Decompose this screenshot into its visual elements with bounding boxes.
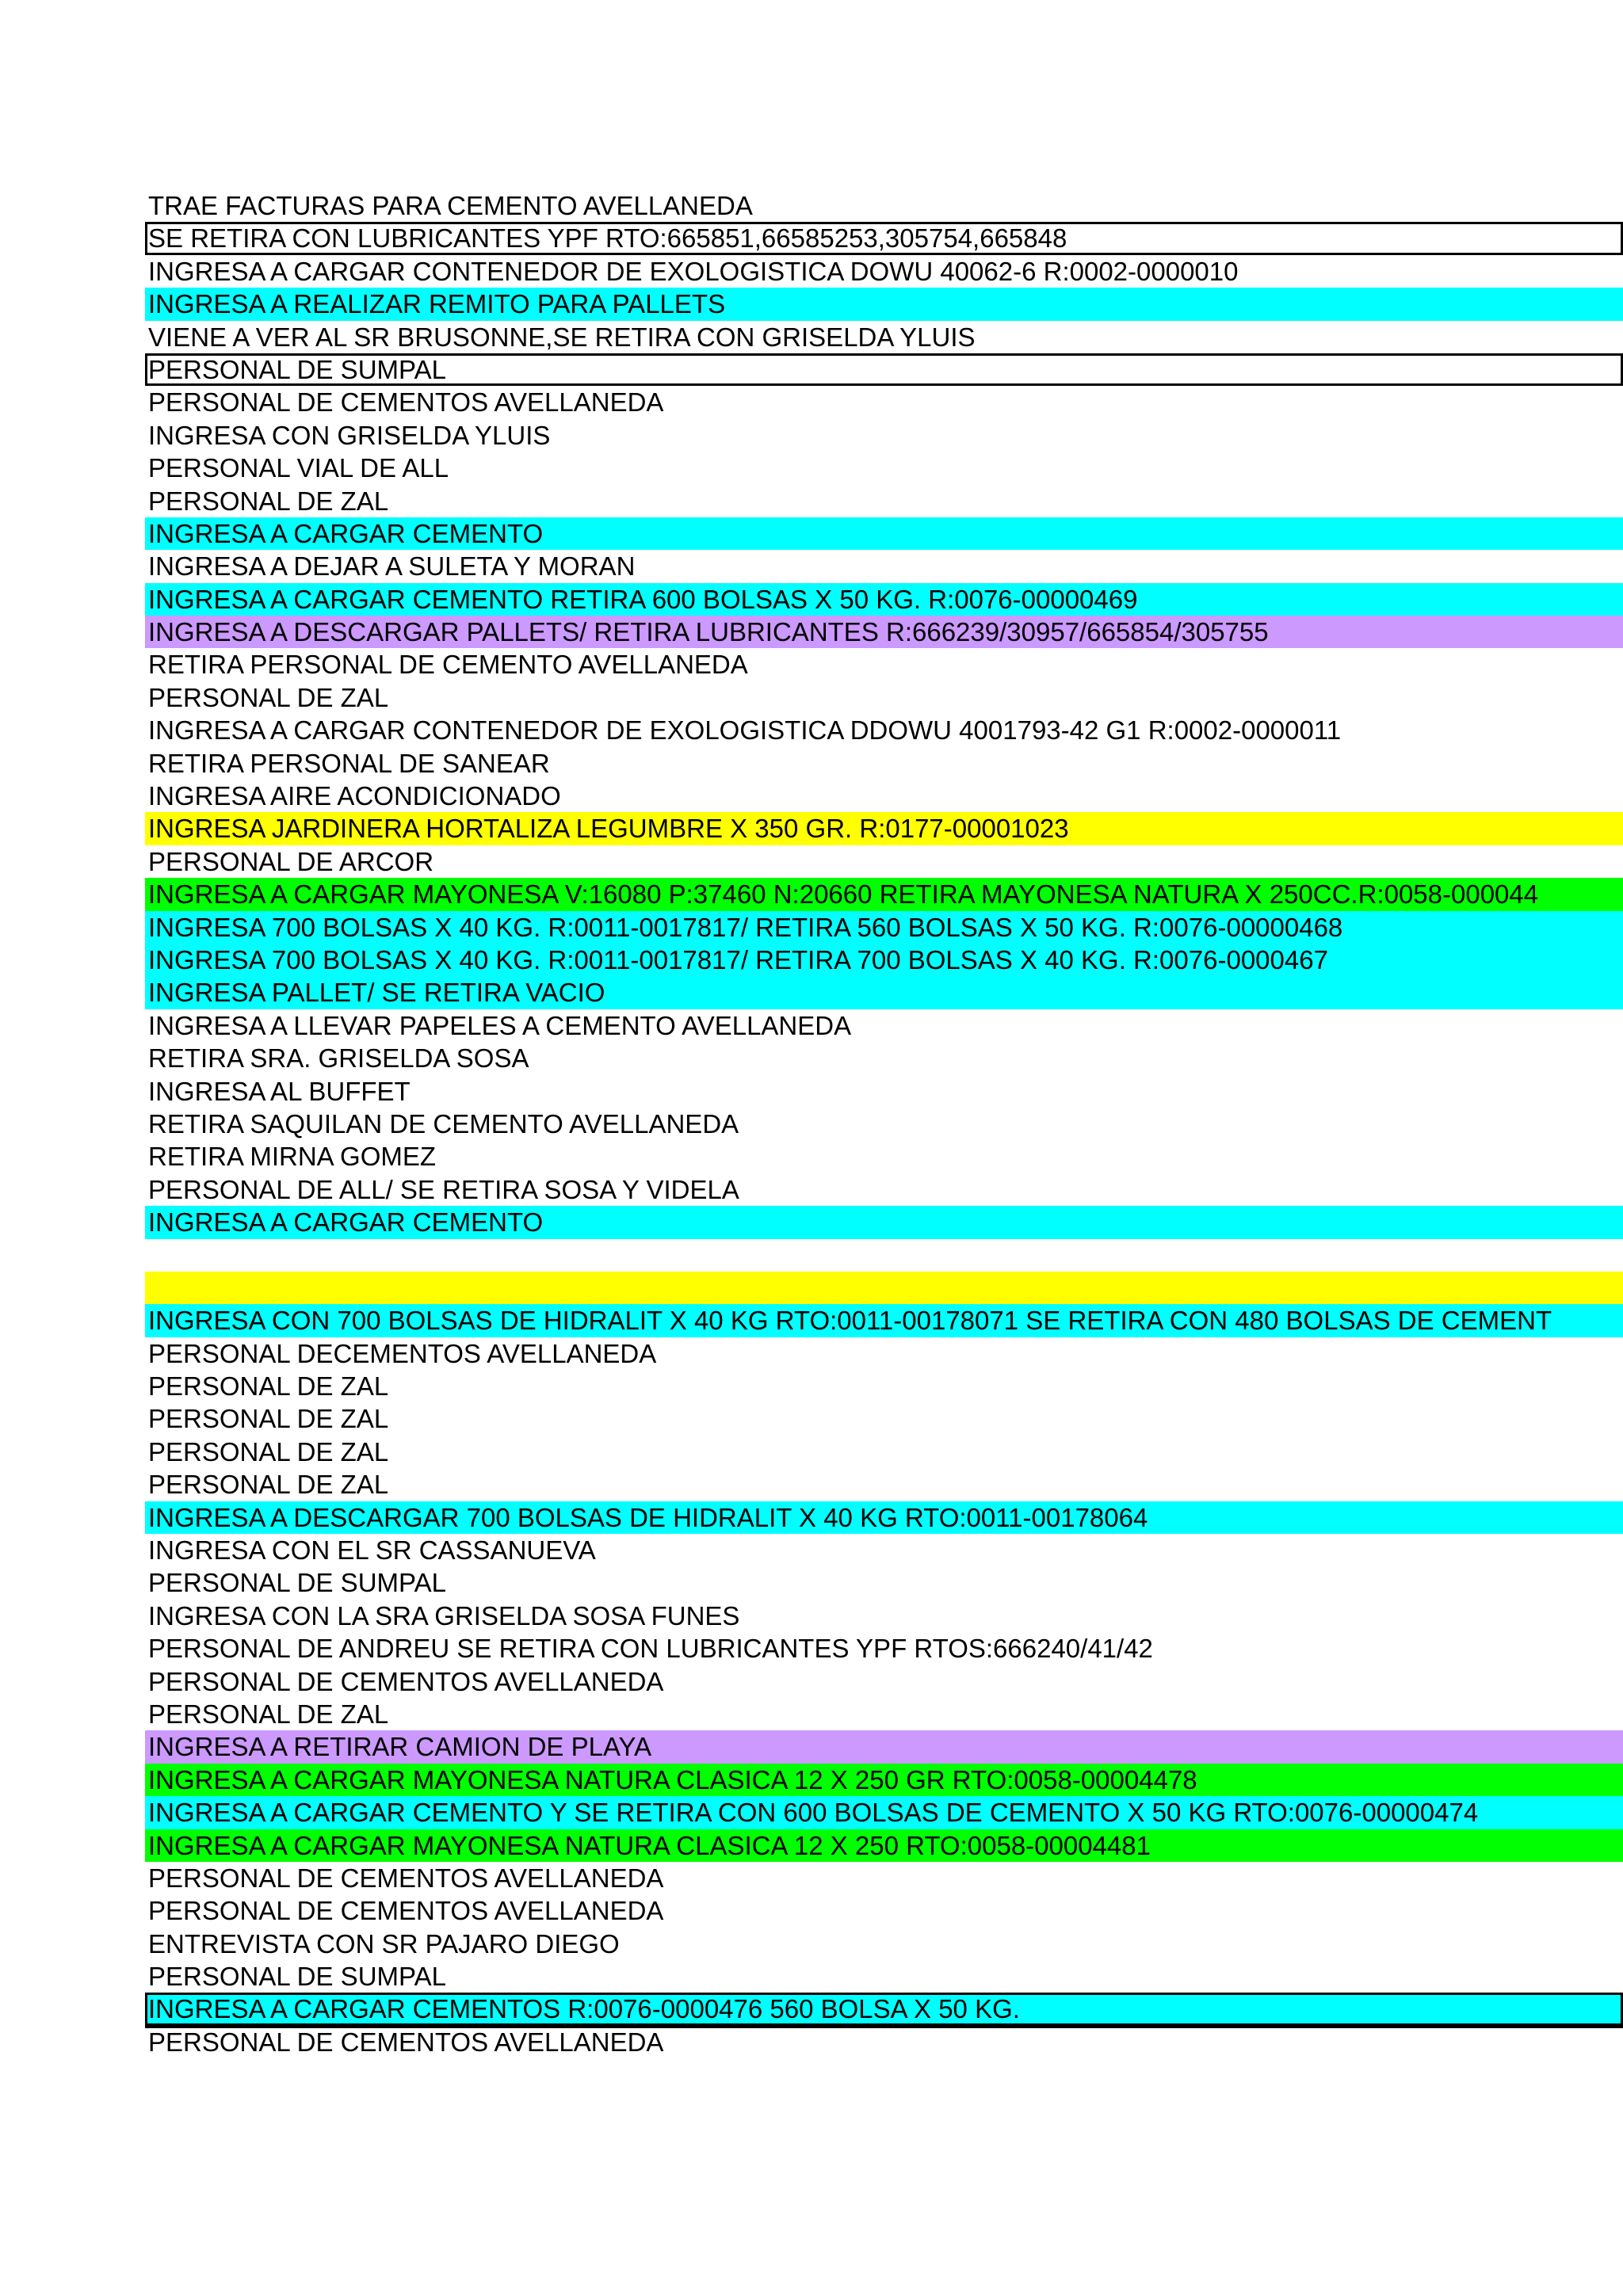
spreadsheet-column (145, 189, 1623, 2058)
log-row: RETIRA PERSONAL DE SANEAR (145, 747, 1623, 780)
log-row: INGRESA A CARGAR MAYONESA NATURA CLASICA 12 X 250 RTO:0058-00004481 (145, 1829, 1623, 1862)
log-row: INGRESA JARDINERA HORTALIZA LEGUMBRE X 350 GR. R:0177-00001023 (145, 812, 1623, 845)
log-row: INGRESA A LLEVAR PAPELES A CEMENTO AVELLANEDA (145, 1009, 1623, 1042)
log-row: INGRESA A CARGAR CEMENTO (145, 517, 1623, 550)
log-row: SE RETIRA CON LUBRICANTES YPF RTO:665851,66585253,305754,665848 (145, 222, 1623, 254)
log-row: INGRESA A CARGAR CEMENTOS R:0076-0000476 560 BOLSA X 50 KG. (145, 1993, 1623, 2025)
log-row: INGRESA A REALIZAR REMITO PARA PALLETS (145, 288, 1623, 320)
log-row: PERSONAL DE CEMENTOS AVELLANEDA (145, 1894, 1623, 1927)
log-row: PERSONAL DE SUMPAL (145, 1960, 1623, 1993)
log-row: PERSONAL DE ZAL (145, 1402, 1623, 1435)
log-row: PERSONAL DE CEMENTOS AVELLANEDA (145, 386, 1623, 418)
log-row: INGRESA A DESCARGAR 700 BOLSAS DE HIDRALIT X 40 KG RTO:0011-00178064 (145, 1501, 1623, 1534)
log-row: INGRESA AL BUFFET (145, 1075, 1623, 1108)
log-row: PERSONAL DE ALL/ SE RETIRA SOSA Y VIDELA (145, 1173, 1623, 1206)
log-row: INGRESA A CARGAR CONTENEDOR DE EXOLOGISTICA DDOWU 4001793-42 G1 R:0002-0000011 (145, 714, 1623, 746)
log-row: INGRESA AIRE ACONDICIONADO (145, 780, 1623, 812)
log-row: INGRESA CON EL SR CASSANUEVA (145, 1534, 1623, 1566)
log-row: TRAE FACTURAS PARA CEMENTO AVELLANEDA (145, 189, 1623, 222)
log-row (145, 1239, 1623, 1272)
log-row (145, 1272, 1623, 1304)
log-row: RETIRA PERSONAL DE CEMENTO AVELLANEDA (145, 648, 1623, 681)
log-row: RETIRA SRA. GRISELDA SOSA (145, 1042, 1623, 1074)
log-row: INGRESA A CARGAR CEMENTO Y SE RETIRA CON 600 BOLSAS DE CEMENTO X 50 KG RTO:0076-00000474 (145, 1796, 1623, 1829)
log-row: INGRESA 700 BOLSAS X 40 KG. R:0011-0017817/ RETIRA 700 BOLSAS X 40 KG. R:0076-0000467 (145, 944, 1623, 976)
log-row: ENTREVISTA CON SR PAJARO DIEGO (145, 1928, 1623, 1960)
log-row: INGRESA A DESCARGAR PALLETS/ RETIRA LUBRICANTES R:666239/30957/665854/305755 (145, 616, 1623, 648)
log-row: INGRESA CON GRISELDA YLUIS (145, 419, 1623, 452)
log-row: INGRESA PALLET/ SE RETIRA VACIO (145, 976, 1623, 1009)
log-row: INGRESA A RETIRAR CAMION DE PLAYA (145, 1730, 1623, 1763)
log-row: INGRESA A CARGAR CEMENTO (145, 1206, 1623, 1238)
log-row: PERSONAL DE ZAL (145, 1468, 1623, 1501)
log-row: PERSONAL DE ZAL (145, 1436, 1623, 1468)
log-row: RETIRA SAQUILAN DE CEMENTO AVELLANEDA (145, 1108, 1623, 1140)
log-row: INGRESA A CARGAR CEMENTO RETIRA 600 BOLSAS X 50 KG. R:0076-00000469 (145, 583, 1623, 616)
log-row: PERSONAL DE ZAL (145, 485, 1623, 517)
log-row: INGRESA A CARGAR MAYONESA V:16080 P:37460 N:20660 RETIRA MAYONESA NATURA X 250CC.R:0058-000044 (145, 878, 1623, 910)
log-row: PERSONAL DECEMENTOS AVELLANEDA (145, 1337, 1623, 1370)
log-row: INGRESA CON LA SRA GRISELDA SOSA FUNES (145, 1600, 1623, 1632)
log-row: PERSONAL VIAL DE ALL (145, 452, 1623, 484)
log-row: PERSONAL DE ZAL (145, 1698, 1623, 1730)
log-row: RETIRA MIRNA GOMEZ (145, 1140, 1623, 1173)
log-row: INGRESA CON 700 BOLSAS DE HIDRALIT X 40 KG RTO:0011-00178071 SE RETIRA CON 480 BOLSAS DE CEMENT (145, 1304, 1623, 1337)
log-row: PERSONAL DE ZAL (145, 1370, 1623, 1402)
log-row: PERSONAL DE CEMENTOS AVELLANEDA (145, 1862, 1623, 1894)
log-row: PERSONAL DE ZAL (145, 681, 1623, 714)
log-row: PERSONAL DE ARCOR (145, 845, 1623, 878)
log-row: PERSONAL DE ANDREU SE RETIRA CON LUBRICANTES YPF RTOS:666240/41/42 (145, 1632, 1623, 1665)
log-row: INGRESA 700 BOLSAS X 40 KG. R:0011-0017817/ RETIRA 560 BOLSAS X 50 KG. R:0076-00000468 (145, 911, 1623, 944)
log-row: PERSONAL DE CEMENTOS AVELLANEDA (145, 1665, 1623, 1698)
log-row: INGRESA A CARGAR CONTENEDOR DE EXOLOGISTICA DOWU 40062-6 R:0002-0000010 (145, 255, 1623, 288)
log-row: PERSONAL DE SUMPAL (145, 1566, 1623, 1599)
log-row: PERSONAL DE SUMPAL (145, 353, 1623, 386)
log-row: PERSONAL DE CEMENTOS AVELLANEDA (145, 2026, 1623, 2058)
log-row: VIENE A VER AL SR BRUSONNE,SE RETIRA CON GRISELDA YLUIS (145, 321, 1623, 353)
log-row: INGRESA A CARGAR MAYONESA NATURA CLASICA 12 X 250 GR RTO:0058-00004478 (145, 1764, 1623, 1796)
log-row: INGRESA A DEJAR A SULETA Y MORAN (145, 550, 1623, 582)
